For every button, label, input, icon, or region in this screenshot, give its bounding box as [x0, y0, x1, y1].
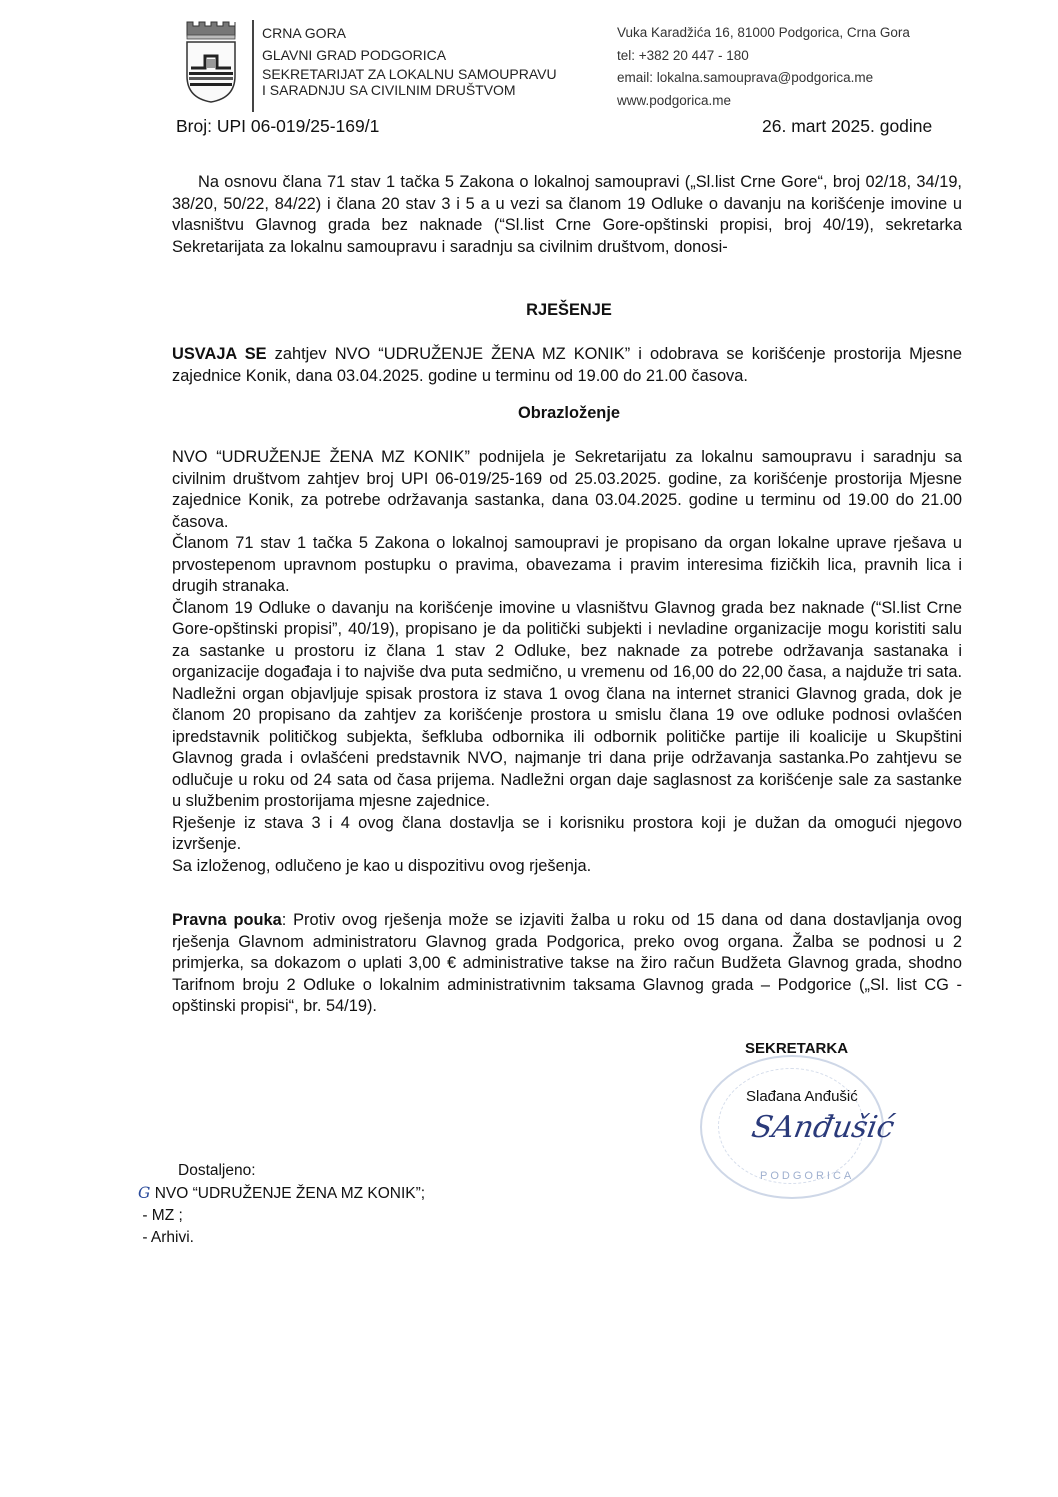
signatory-role: SEKRETARKA — [745, 1040, 849, 1057]
delivery-label: Dostaljeno: — [178, 1162, 256, 1179]
decision-paragraph — [172, 344, 962, 387]
signatory-name: Slađana Anđušić — [746, 1088, 858, 1105]
reasoning-paragraph: NVO “UDRUŽENJE ŽENA MZ KONIK” podnijela je Sekretarijatu za lokalnu samoupravu i saradnju sa civilnim društvom zahtjev broj UPI 06-019/25-169 od 25.03.2025. godine, za korišćenje prostorija Mjesne zajednice Konik, za potrebe održavanja sastanka, dana 03.04.2025. godine u terminu od 19.00 do 21.00 časova. — [172, 448, 962, 531]
legal-notice-text: : Protiv ovog rješenja može se izjaviti žalba u roku od 15 dana od dana dostavljanja ovog rješenja Glavnom administratoru Glavnog grada Podgorica, preko ovog organa. Žalba se podnosi u 2 primjerka, sa dokazom o uplati 3,00 € administrative takse na žiro račun Budžeta Glavnog grada, shodno Tarifnom broju 2 Odluke o lokalnim administrativnim taksama Glavnog grada – Podgorice („Sl. list CG - opštinski propisi“, br. 54/19). — [172, 911, 962, 1015]
delivery-item: - Arhivi. — [142, 1229, 194, 1246]
country-name: CRNA GORA — [262, 25, 347, 41]
legal-notice-label: Pravna pouka — [172, 911, 282, 929]
decision-title: RJEŠENJE — [526, 301, 612, 319]
reasoning-title: Obrazloženje — [517, 404, 620, 422]
reasoning-paragraph: Članom 19 Odluke o davanju na korišćenje imovine u vlasništvu Glavnog grada bez naknade (“Sl.list Crne Gore-opštinski propisi”, 40/19), propisano je da politički subjekti i nevladine organizacije mogu koristiti salu za sastanke u prostoru iz člana 1 stav 2 Odluke, bez naknade za potrebe održavanja sastanaka i organizacije događaja i to najviše dva puta sedmično, u vremenu od 16,00 do 22,00 časa, a najduže tri sata. Nadležni organ objavljuje spisak prostora iz stava 1 ovog člana na internet stranici Glavnog grada, dok je članom 20 propisano da zahtjev za korišćenje prostora u smislu člana 19 ove odluke podnosi ovlašćen ipredstavnik političkog subjekta, šefkluba odbornika ili odbornik političke partije ili koalicije u Skupštini Glavnog grada i ovlašćeni predstavnik NVO, najmanje tri dana prije održavanja sastanka.Po zahtjevu se odlučuje u roku od 24 sata od časa prijema. Nadležni organ daje saglasnost za korišćenje sale za sastanke u službenim prostorijama mjesne zajednice. — [172, 598, 962, 810]
decision-text: zahtjev NVO “UDRUŽENJE ŽENA MZ KONIK” i odobrava se korišćenje prostorija Mjesne zajednice Konik, dana 03.04.2025. godine u terminu od 19.00 do 21.00 časova. — [172, 345, 962, 385]
website: www.podgorica.me — [617, 92, 732, 108]
handwritten-signature: SAnđušić — [748, 1110, 897, 1145]
coat-of-arms-icon — [183, 18, 239, 104]
delivery-list — [138, 1182, 425, 1249]
email: email: lokalna.samouprava@podgorica.me — [617, 70, 874, 85]
delivery-item: G NVO “UDRUŽENJE ŽENA MZ KONIK”; — [138, 1184, 426, 1202]
reasoning-section — [172, 447, 962, 877]
header-divider — [252, 20, 254, 112]
phone: tel: +382 20 447 - 180 — [617, 47, 749, 63]
decision-bold: USVAJA SE — [172, 345, 267, 363]
contact-block — [617, 22, 910, 112]
legal-notice — [172, 910, 962, 1018]
document-number: Broj: UPI 06-019/25-169/1 — [176, 116, 380, 136]
address: Vuka Karadžića 16, 81000 Podgorica, Crna Gora — [617, 25, 910, 40]
handwritten-mark: G — [138, 1184, 151, 1202]
reasoning-paragraph: Rješenje iz stava 3 i 4 ovog člana dostavlja se i korisniku prostora koji je dužan da omogući njegovo izvršenje. — [172, 813, 962, 853]
reasoning-paragraph: Članom 71 stav 1 tačka 5 Zakona o lokalnoj samoupravi je propisano da organ lokalne uprave rješava u prvostepenom upravnom postupku o pravima, obavezama i pravim interesima fizičkih lica, pravnih lica i drugih stranaka. — [172, 534, 962, 595]
issuer-block — [262, 22, 557, 98]
department-name-1: SEKRETARIJAT ZA LOKALNU SAMOUPRAVU — [262, 66, 557, 82]
intro-paragraph: Na osnovu člana 71 stav 1 tačka 5 Zakona o lokalnoj samoupravi („Sl.list Crne Gore“, broj 02/18, 34/19, 38/20, 50/22, 84/22) i člana 20 stav 3 i 5 a u vezi sa članom 19 Odluke o davanju na korišćenje imovine u vlasništvu Glavnog grada bez naknade (“Sl.list Crne Gore-opštinski propisi, broj 40/19), sekretarka Sekretarijata za lokalnu samoupravu i saradnju sa civilnim društvom, donosi- — [172, 173, 962, 256]
document-date: 26. mart 2025. godine — [762, 116, 933, 136]
city-name: GLAVNI GRAD PODGORICA — [262, 47, 447, 63]
department-name-2: I SARADNJU SA CIVILNIM DRUŠTVOM — [262, 82, 516, 98]
reasoning-paragraph: Sa izloženog, odlučeno je kao u dispozitivu ovog rješenja. — [172, 856, 592, 875]
stamp-text: PODGORICA — [760, 1170, 855, 1182]
delivery-item: - MZ ; — [142, 1207, 183, 1224]
